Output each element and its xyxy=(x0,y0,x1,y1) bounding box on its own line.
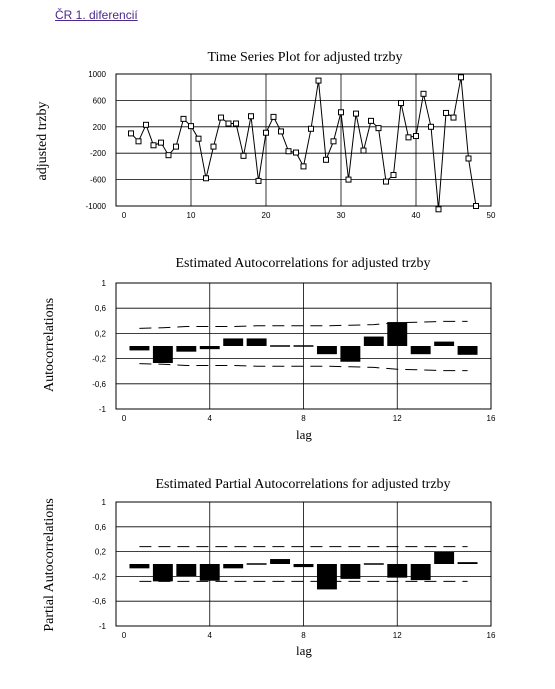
pacf-bar xyxy=(294,564,314,567)
acf-bar xyxy=(411,346,431,354)
pacf-y-tick-label: 0,2 xyxy=(94,547,106,557)
pacf-bar xyxy=(223,564,243,568)
acf-bar xyxy=(270,345,290,347)
ts-data-point xyxy=(174,144,179,149)
acf-bar xyxy=(364,337,384,346)
ts-data-point xyxy=(444,110,449,115)
ts-data-point xyxy=(399,101,404,106)
ts-data-point xyxy=(286,149,291,154)
pacf-x-tick-label: 0 xyxy=(121,631,127,640)
acf-bar xyxy=(176,346,196,352)
pacf-bar xyxy=(176,564,196,576)
pacf-bar xyxy=(364,563,384,565)
ts-data-point xyxy=(144,122,149,127)
ts-x-tick-label: 30 xyxy=(336,211,346,220)
ts-data-point xyxy=(256,178,261,183)
acf-x-tick-label: 8 xyxy=(301,414,306,423)
acf-y-axis-label: Autocorrelations xyxy=(42,297,57,393)
pacf-bar xyxy=(270,559,290,564)
pacf-x-tick-label: 8 xyxy=(301,631,306,640)
acf-x-axis-label: lag xyxy=(296,427,312,442)
pacf-y-axis-label: Partial Autocorrelations xyxy=(42,498,57,632)
ts-x-tick-label: 20 xyxy=(261,211,271,220)
pacf-bar xyxy=(340,564,360,579)
acf-bar xyxy=(200,346,220,349)
ts-x-tick-label: 0 xyxy=(121,211,127,220)
acf-bar xyxy=(247,338,267,346)
pacf-chart-title: Estimated Partial Autocorrelations for adjusted trzby xyxy=(155,477,451,492)
ts-data-point xyxy=(181,116,186,121)
acf-y-tick-label: 0,2 xyxy=(94,329,106,339)
acf-bar xyxy=(153,346,173,363)
ts-data-point xyxy=(226,121,231,126)
pacf-bar xyxy=(317,564,337,589)
acf-bar xyxy=(434,342,454,346)
ts-data-point xyxy=(339,110,344,115)
pacf-bar xyxy=(458,562,478,564)
acf-bar xyxy=(223,338,243,346)
pacf-x-tick-label: 4 xyxy=(207,631,212,640)
pacf-bar xyxy=(387,564,407,578)
ts-data-point xyxy=(204,176,209,181)
ts-data-point xyxy=(249,114,254,119)
pacf-bar xyxy=(434,552,454,564)
acf-x-tick-label: 0 xyxy=(121,414,127,423)
ts-data-point xyxy=(196,136,201,141)
ts-data-point xyxy=(384,179,389,184)
ts-data-point xyxy=(294,150,299,155)
ts-data-point xyxy=(234,121,239,126)
pacf-y-tick-label: -0,6 xyxy=(92,597,106,607)
ts-data-point xyxy=(376,126,381,131)
pacf-bar xyxy=(411,564,431,580)
ts-data-point xyxy=(331,139,336,144)
acf-y-tick-label: 1 xyxy=(101,279,106,288)
ts-plot-frame xyxy=(116,74,491,206)
ts-data-point xyxy=(129,131,134,136)
ts-data-point xyxy=(211,144,216,149)
pacf-y-tick-label: 1 xyxy=(101,498,106,507)
ts-y-tick-label: 200 xyxy=(92,122,106,132)
ts-data-point xyxy=(346,177,351,182)
ts-data-point xyxy=(429,124,434,129)
acf-y-tick-label: -0,6 xyxy=(92,379,106,389)
ts-data-point xyxy=(354,111,359,116)
pacf-x-axis-label: lag xyxy=(296,643,312,658)
ts-data-point xyxy=(324,157,329,162)
ts-data-point xyxy=(459,75,464,80)
ts-y-tick-label: 1000 xyxy=(88,70,106,79)
acf-x-tick-label: 16 xyxy=(486,414,496,423)
ts-y-tick-label: -1000 xyxy=(85,202,106,211)
acf-bar xyxy=(340,346,360,362)
pacf-y-tick-label: -0,2 xyxy=(92,572,106,582)
ts-data-point xyxy=(316,78,321,83)
ts-data-point xyxy=(309,126,314,131)
ts-data-point xyxy=(301,164,306,169)
ts-y-axis-label: adjusted trzby xyxy=(35,101,50,181)
ts-y-tick-label: 600 xyxy=(92,96,106,106)
ts-x-tick-label: 50 xyxy=(486,211,496,220)
acf-x-tick-label: 4 xyxy=(207,414,212,423)
ts-x-tick-label: 10 xyxy=(186,211,196,220)
ts-x-tick-label: 40 xyxy=(411,211,421,220)
ts-data-point xyxy=(421,91,426,96)
pacf-y-tick-label: -1 xyxy=(98,622,106,631)
header-link[interactable]: ČR 1. diferencií xyxy=(55,8,138,22)
acf-bar xyxy=(387,322,407,346)
pacf-bar xyxy=(129,564,149,568)
ts-data-point xyxy=(151,143,156,148)
ts-data-point xyxy=(189,124,194,129)
ts-data-point xyxy=(391,172,396,177)
ts-y-tick-label: -200 xyxy=(89,149,106,159)
acf-y-tick-label: -1 xyxy=(98,405,106,414)
acf-y-tick-label: -0,2 xyxy=(92,354,106,364)
pacf-bar xyxy=(200,564,220,581)
ts-series-line xyxy=(131,77,476,209)
ts-data-point xyxy=(219,115,224,120)
ts-data-point xyxy=(166,153,171,158)
pacf-y-tick-label: 0,6 xyxy=(94,522,106,532)
ts-data-point xyxy=(466,156,471,161)
ts-chart-title: Time Series Plot for adjusted trzby xyxy=(207,50,403,65)
acf-chart-title: Estimated Autocorrelations for adjusted trzby xyxy=(175,256,431,271)
ts-data-point xyxy=(451,115,456,120)
ts-data-point xyxy=(361,148,366,153)
ts-data-point xyxy=(436,207,441,212)
acf-bar xyxy=(458,346,478,355)
ts-data-point xyxy=(271,114,276,119)
ts-data-point xyxy=(264,130,269,135)
ts-data-point xyxy=(136,139,141,144)
ts-y-tick-label: -600 xyxy=(89,175,106,185)
ts-data-point xyxy=(279,129,284,134)
ts-data-point xyxy=(369,118,374,123)
acf-y-tick-label: 0,6 xyxy=(94,304,106,314)
pacf-bar xyxy=(247,563,267,565)
ts-data-point xyxy=(474,204,479,209)
pacf-x-tick-label: 16 xyxy=(486,631,496,640)
acf-x-tick-label: 12 xyxy=(392,414,402,423)
acf-bar xyxy=(317,346,337,354)
ts-data-point xyxy=(159,140,164,145)
acf-bar xyxy=(294,345,314,347)
ts-data-point xyxy=(406,135,411,140)
pacf-x-tick-label: 12 xyxy=(392,631,402,640)
ts-data-point xyxy=(241,153,246,158)
ts-data-point xyxy=(414,134,419,139)
pacf-bar xyxy=(153,564,173,581)
acf-bar xyxy=(129,346,149,350)
